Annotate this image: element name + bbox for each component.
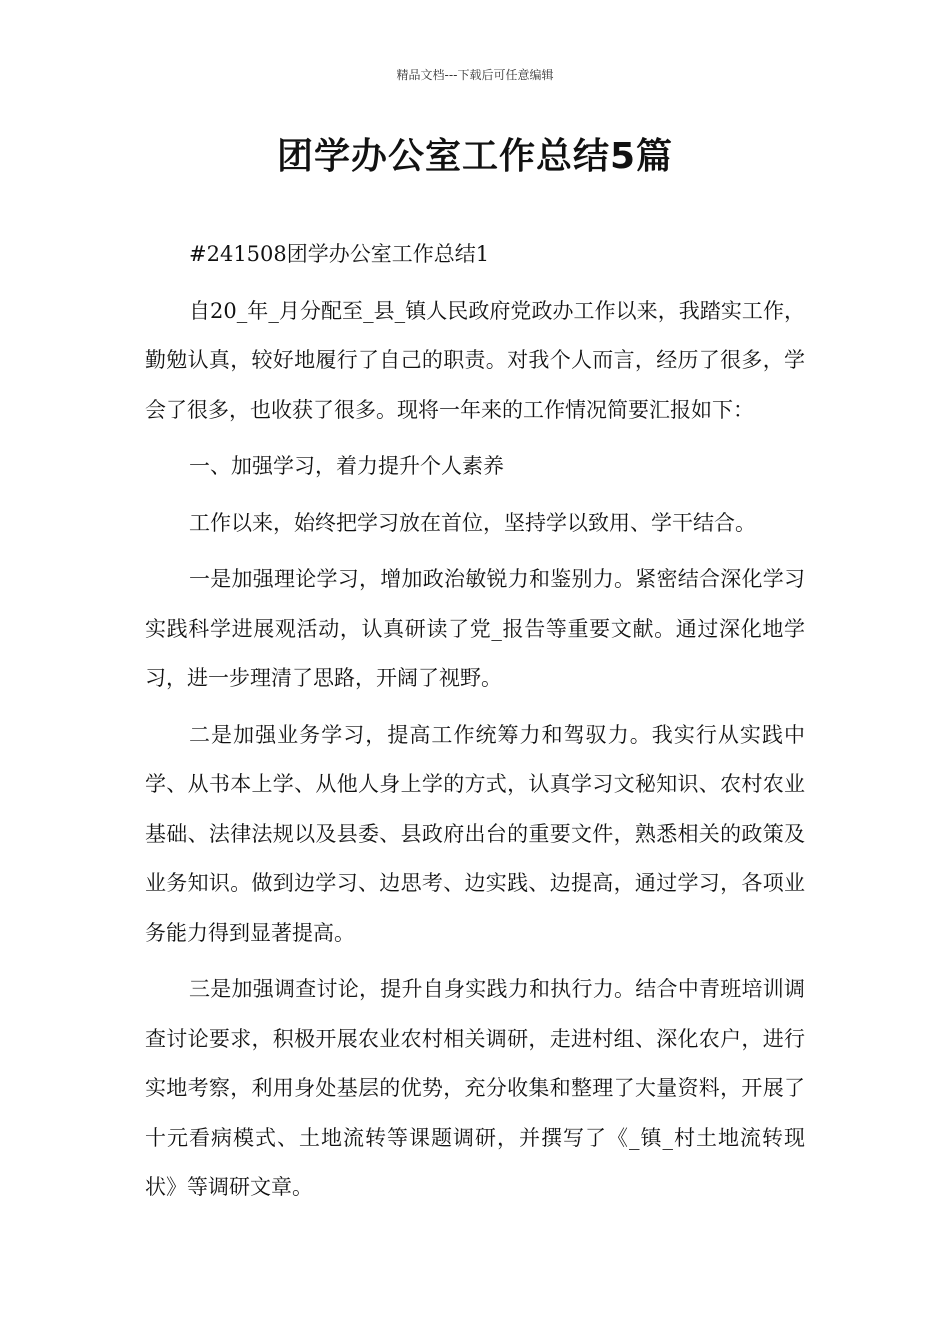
paragraph: 一是加强理论学习，增加政治敏锐力和鉴别力。紧密结合深化学习实践科学进展观活动，认真研读了党_报告等重要文献。通过深化地学习，进一步理清了思路，开阔了视野。 [145, 567, 805, 690]
paragraph: 二是加强业务学习，提高工作统筹力和驾驭力。我实行从实践中学、从书本上学、从他人身上学的方式，认真学习文秘知识、农村农业基础、法律法规以及县委、县政府出台的重要文件，熟悉相关的政策及业务知识。做到边学习、边思考、边实践、边提高，通过学习，各项业务能力得到显著提高。 [145, 722, 805, 945]
section-heading: #241508团学办公室工作总结1 [189, 242, 490, 266]
document-title: 团学办公室工作总结5篇 [276, 136, 674, 177]
paragraph: 三是加强调查讨论，提升自身实践力和执行力。结合中青班培训调查讨论要求，积极开展农业农村相关调研，走进村组、深化农户，进行实地考察，利用身处基层的优势，充分收集和整理了大量资料，开展了十元看病模式、土地流转等课题调研，并撰写了《_镇_村土地流转现状》等调研文章。 [145, 977, 805, 1199]
paragraph: 工作以来，始终把学习放在首位，坚持学以致用、学干结合。 [189, 510, 756, 535]
document-body [145, 230, 805, 1220]
header-note: 精品文档---下载后可任意编辑 [396, 68, 554, 82]
paragraph: 自20_年_月分配至_县_镇人民政府党政办工作以来，我踏实工作，勤勉认真，较好地履行了自己的职责。对我个人而言，经历了很多，学会了很多，也收获了很多。现将一年来的工作情况简要汇报如下： [145, 298, 805, 422]
subheading: 一、加强学习，着力提升个人素养 [189, 454, 504, 478]
